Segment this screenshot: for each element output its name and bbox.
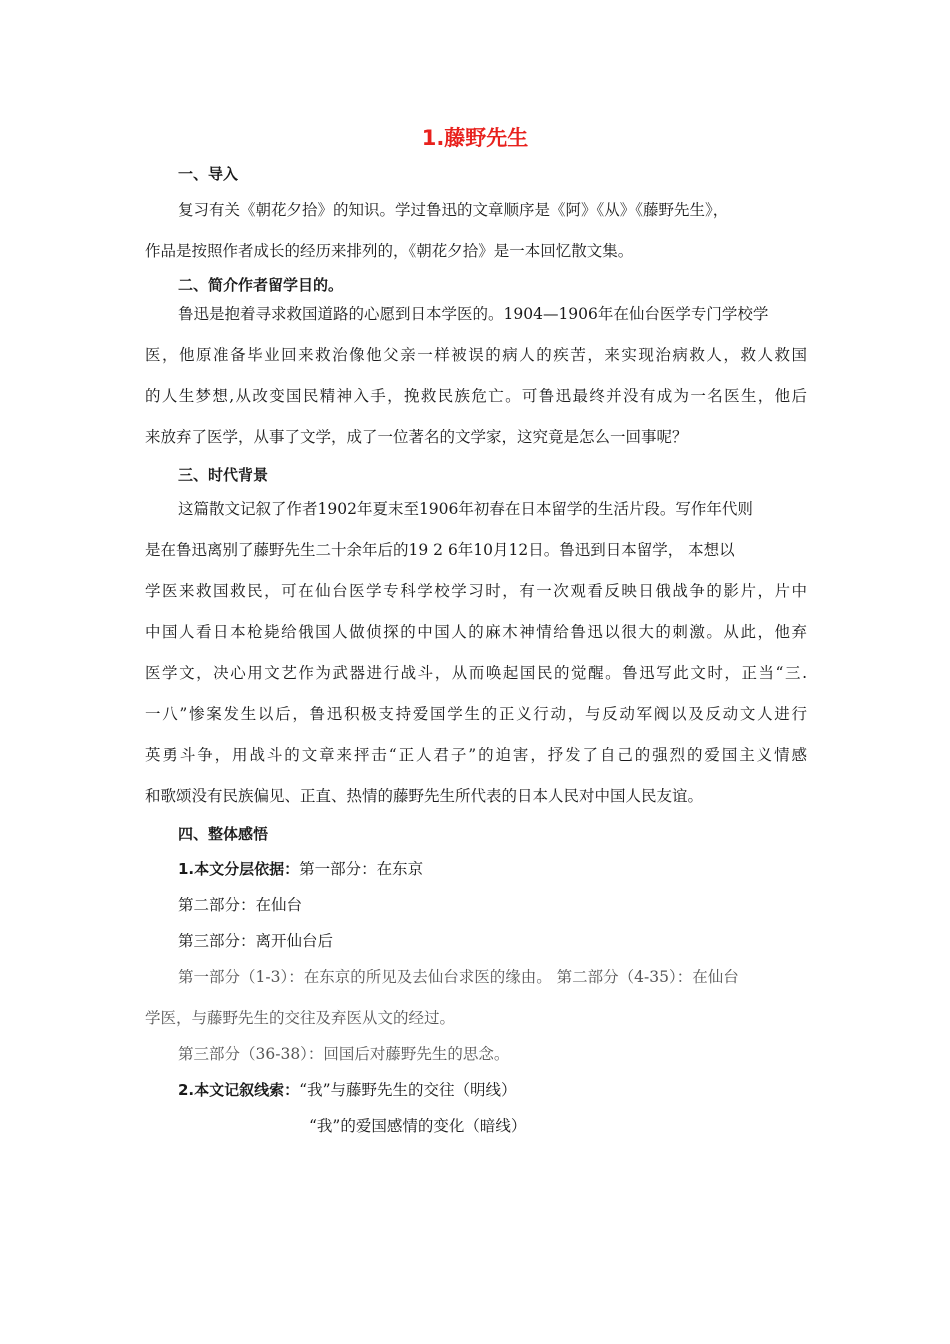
author-line-1: 鲁迅是抱着寻求救国道路的心愿到日本学医的。1904—1906年在仙台医学专门学校学 bbox=[178, 305, 769, 323]
author-line-2: 医，他原准备毕业回来救治像他父亲一样被误的病人的疾苦，来实现治病救人，救人救国 bbox=[145, 346, 807, 364]
part-detail-line-3: 第三部分（36-38）：回国后对藤野先生的思念。 bbox=[178, 1045, 510, 1063]
layering-basis bbox=[178, 859, 423, 879]
narrative-clue-label: 2.本文记叙线索： bbox=[178, 1081, 300, 1099]
layering-part-1: 第一部分：在东京 bbox=[299, 860, 424, 878]
background-line-7: 英勇斗争，用战斗的文章来抨击“正人君子”的迫害，抒发了自己的强烈的爱国主义情感 bbox=[145, 746, 807, 764]
background-line-2: 是在鲁迅离别了藤野先生二十余年后的19 2 6年10月12日。鲁迅到日本留学， 本想以 bbox=[145, 541, 735, 559]
document-title: 1.藤野先生 bbox=[421, 126, 529, 150]
narrative-clue-implicit: “我”的爱国感情的变化（暗线） bbox=[309, 1117, 527, 1135]
section-heading-intro: 一、导入 bbox=[178, 165, 239, 183]
background-line-4: 中国人看日本枪毙给俄国人做侦探的中国人的麻木神情给鲁迅以很大的刺激。从此，他弃 bbox=[145, 623, 807, 641]
intro-line-1: 复习有关《朝花夕拾》的知识。学过鲁迅的文章顺序是《阿》《从》《藤野先生》， bbox=[178, 201, 729, 219]
background-line-6: 一八”惨案发生以后，鲁迅积极支持爱国学生的正义行动，与反动军阀以及反动文人进行 bbox=[145, 705, 807, 723]
author-line-3: 的人生梦想,从改变国民精神入手，挽救民族危亡。可鲁迅最终并没有成为一名医生，他后 bbox=[145, 387, 807, 405]
narrative-clue bbox=[178, 1080, 517, 1100]
background-line-8: 和歌颂没有民族偏见、正直、热情的藤野先生所代表的日本人民对中国人民友谊。 bbox=[145, 787, 704, 805]
background-line-1: 这篇散文记叙了作者1902年夏末至1906年初春在日本留学的生活片段。写作年代则 bbox=[178, 500, 753, 518]
background-line-3: 学医来救国救民，可在仙台医学专科学校学习时，有一次观看反映日俄战争的影片，片中 bbox=[145, 582, 807, 600]
part-detail-line-1: 第一部分（1-3）：在东京的所见及去仙台求医的缘由。 第二部分（4-35）：在仙台 bbox=[178, 968, 739, 986]
background-line-5: 医学文，决心用文艺作为武器进行战斗，从而唤起国民的觉醒。鲁迅写此文时，正当“三. bbox=[145, 664, 807, 682]
layering-part-2: 第二部分：在仙台 bbox=[178, 896, 303, 914]
part-detail-line-2: 学医，与藤野先生的交往及弃医从文的经过。 bbox=[145, 1009, 456, 1027]
intro-line-2: 作品是按照作者成长的经历来排列的，《朝花夕拾》是一本回忆散文集。 bbox=[145, 242, 634, 260]
layering-part-3: 第三部分：离开仙台后 bbox=[178, 932, 334, 950]
section-heading-background: 三、时代背景 bbox=[178, 466, 269, 484]
section-heading-overall: 四、整体感悟 bbox=[178, 825, 269, 843]
author-line-4: 来放弃了医学，从事了文学，成了一位著名的文学家，这究竟是怎么一回事呢？ bbox=[145, 428, 688, 446]
layering-basis-label: 1.本文分层依据： bbox=[178, 860, 300, 878]
narrative-clue-explicit: “我”与藤野先生的交往（明线） bbox=[299, 1081, 517, 1099]
section-heading-author: 二、简介作者留学目的。 bbox=[178, 276, 344, 294]
